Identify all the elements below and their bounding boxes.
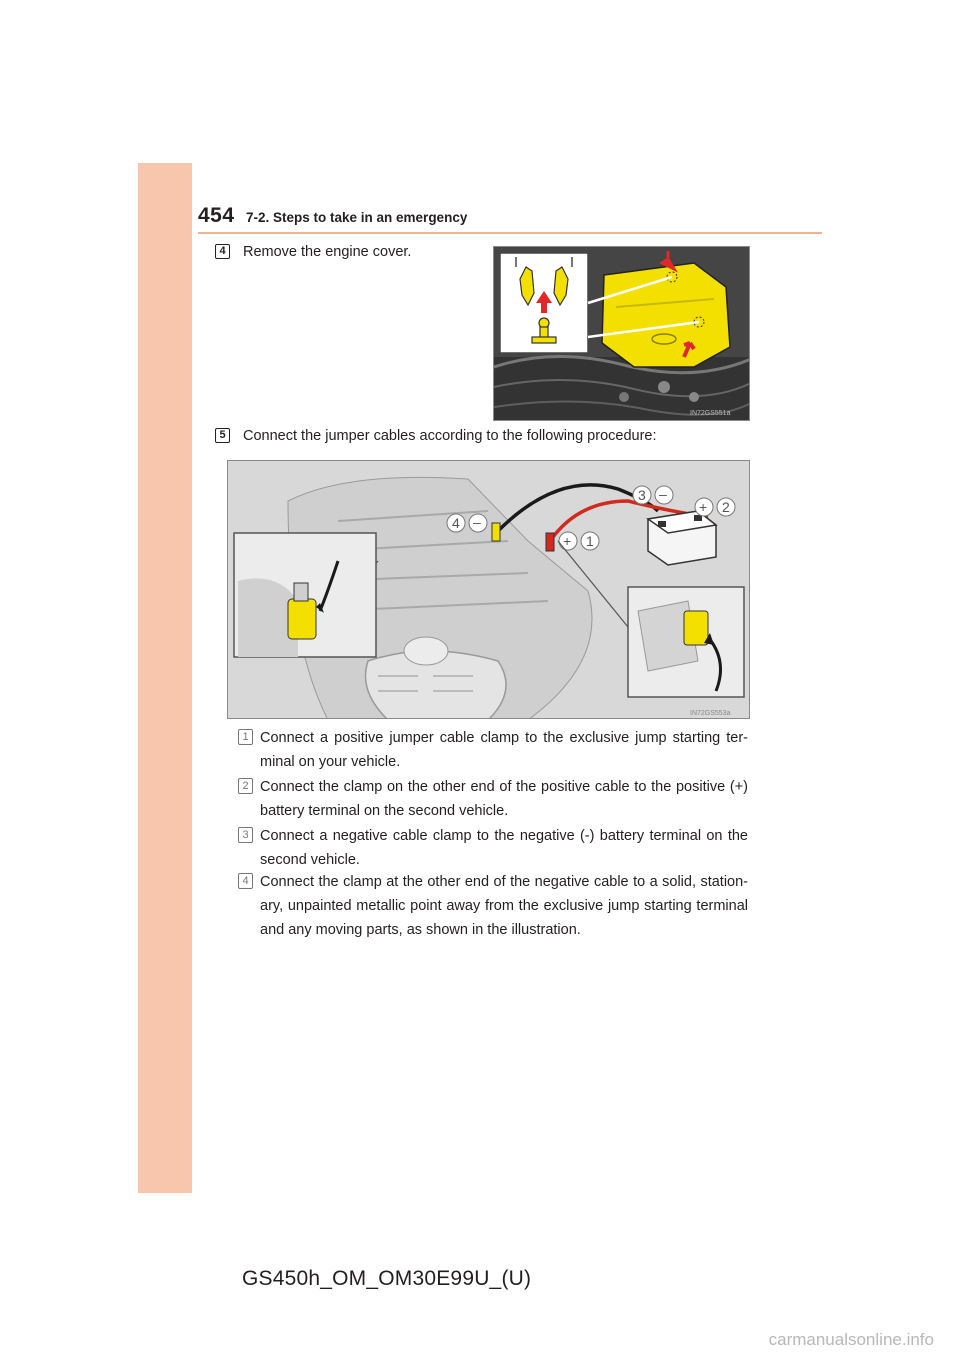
- callout-2-plus: +: [699, 499, 708, 515]
- watermark: carmanualsonline.info: [768, 1330, 934, 1349]
- callout-4-minus: –: [473, 514, 481, 530]
- chapter-side-tab: [138, 163, 192, 1193]
- step-4-badge: 4: [215, 244, 230, 259]
- page-number: 454: [198, 204, 235, 227]
- page-header: [198, 204, 822, 230]
- sub-step-1-badge: 1: [238, 729, 253, 745]
- sub-step-4-text: Connect the clamp at the other end of the negative cable to a solid, station-ary, unpainted metallic point away from the exclusive jump starting terminal and any moving parts, as shown in the illustration.: [260, 874, 748, 938]
- step-4-text: Remove the engine cover.: [243, 244, 412, 260]
- sub-step-3-text: Connect a negative cable clamp to the negative (-) battery terminal on the second vehicle.: [260, 828, 748, 868]
- callout-1-label: 1: [586, 533, 594, 549]
- callout-4-label: 4: [452, 515, 460, 531]
- header-divider: [198, 232, 822, 234]
- sub-step-4-badge: 4: [238, 873, 253, 889]
- jumper-cable-illustration: [227, 460, 750, 719]
- sub-step-2: [238, 775, 748, 823]
- callout-1-plus: +: [563, 533, 572, 549]
- sub-step-2-text: Connect the clamp on the other end of the positive cable to the positive (+) battery terminal on the second vehicle.: [260, 779, 748, 819]
- sub-step-3: [238, 824, 748, 872]
- sub-step-4: [238, 870, 748, 942]
- callout-3-label: 3: [638, 487, 646, 503]
- step-5-text: Connect the jumper cables according to the following procedure:: [243, 428, 657, 444]
- sub-step-2-badge: 2: [238, 778, 253, 794]
- callout-3-minus: –: [659, 486, 667, 502]
- jumper-cable-drawing: [228, 461, 750, 719]
- step-5-badge: 5: [215, 428, 230, 443]
- document-code: GS450h_OM_OM30E99U_(U): [242, 1267, 532, 1290]
- engine-cover-illustration: [493, 246, 750, 421]
- engine-cover-drawing: [494, 247, 750, 421]
- section-title: 7-2. Steps to take in an emergency: [246, 210, 468, 225]
- sub-step-1: [238, 726, 748, 774]
- sub-step-1-text: Connect a positive jumper cable clamp to the exclusive jump starting ter-minal on your vehicle.: [260, 730, 748, 770]
- sub-step-3-badge: 3: [238, 827, 253, 843]
- figure-code-2: IN72GS553a: [690, 710, 731, 717]
- figure-code-1: IN72GS551a: [690, 410, 731, 417]
- callout-2-label: 2: [722, 499, 730, 515]
